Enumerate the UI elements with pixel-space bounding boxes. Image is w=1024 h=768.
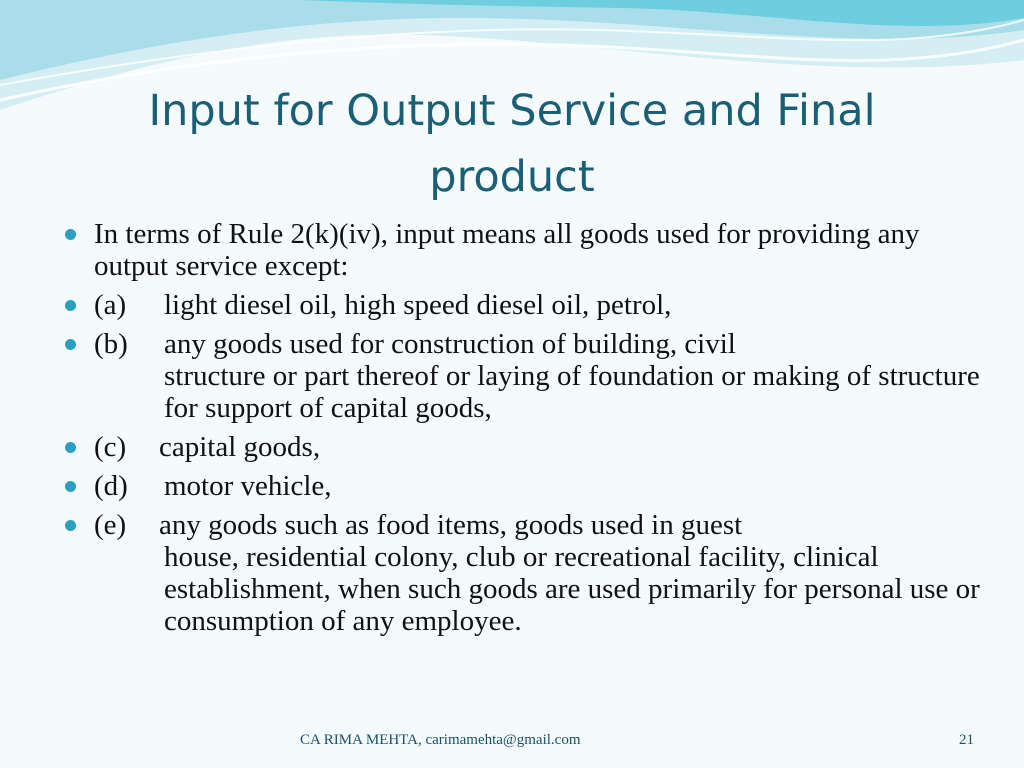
item-label: (a) — [94, 289, 127, 321]
item-text: light diesel oil, high speed diesel oil, petrol, — [164, 289, 672, 321]
item-text: motor vehicle, — [164, 470, 332, 502]
list-item — [60, 218, 980, 282]
bullet-icon — [65, 229, 76, 240]
list-item — [60, 470, 980, 502]
item-text: any goods such as food items, goods used in guest — [159, 509, 743, 541]
item-text: any goods used for construction of building, civil — [164, 328, 736, 360]
item-label: (c) — [94, 431, 127, 463]
item-label: (e) — [94, 509, 127, 541]
bullet-icon — [65, 339, 76, 350]
item-text-continued: house, residential colony, club or recreational facility, clinical establishment, when such goods are used primarily for personal use or consumption of any employee. — [164, 541, 980, 637]
bullet-icon — [65, 300, 76, 311]
list-item — [60, 431, 980, 463]
bullet-icon — [65, 442, 76, 453]
bullet-icon — [65, 520, 76, 531]
item-text: capital goods, — [159, 431, 321, 463]
footer-text: CA RIMA MEHTA, carimamehta@gmail.com — [300, 732, 581, 748]
intro-text: In terms of Rule 2(k)(iv), input means all goods used for providing any output service except: — [94, 218, 920, 282]
item-text-continued: structure or part thereof or laying of foundation or making of structure for support of capital goods, — [164, 360, 980, 424]
slide-title: Input for Output Service and Final product — [148, 86, 876, 202]
list-item — [60, 328, 980, 424]
bullet-icon — [65, 481, 76, 492]
item-label: (d) — [94, 470, 128, 502]
bullet-list — [60, 218, 980, 644]
list-item — [60, 289, 980, 321]
list-item — [60, 509, 980, 637]
item-label: (b) — [94, 328, 128, 360]
page-number: 21 — [959, 732, 974, 748]
